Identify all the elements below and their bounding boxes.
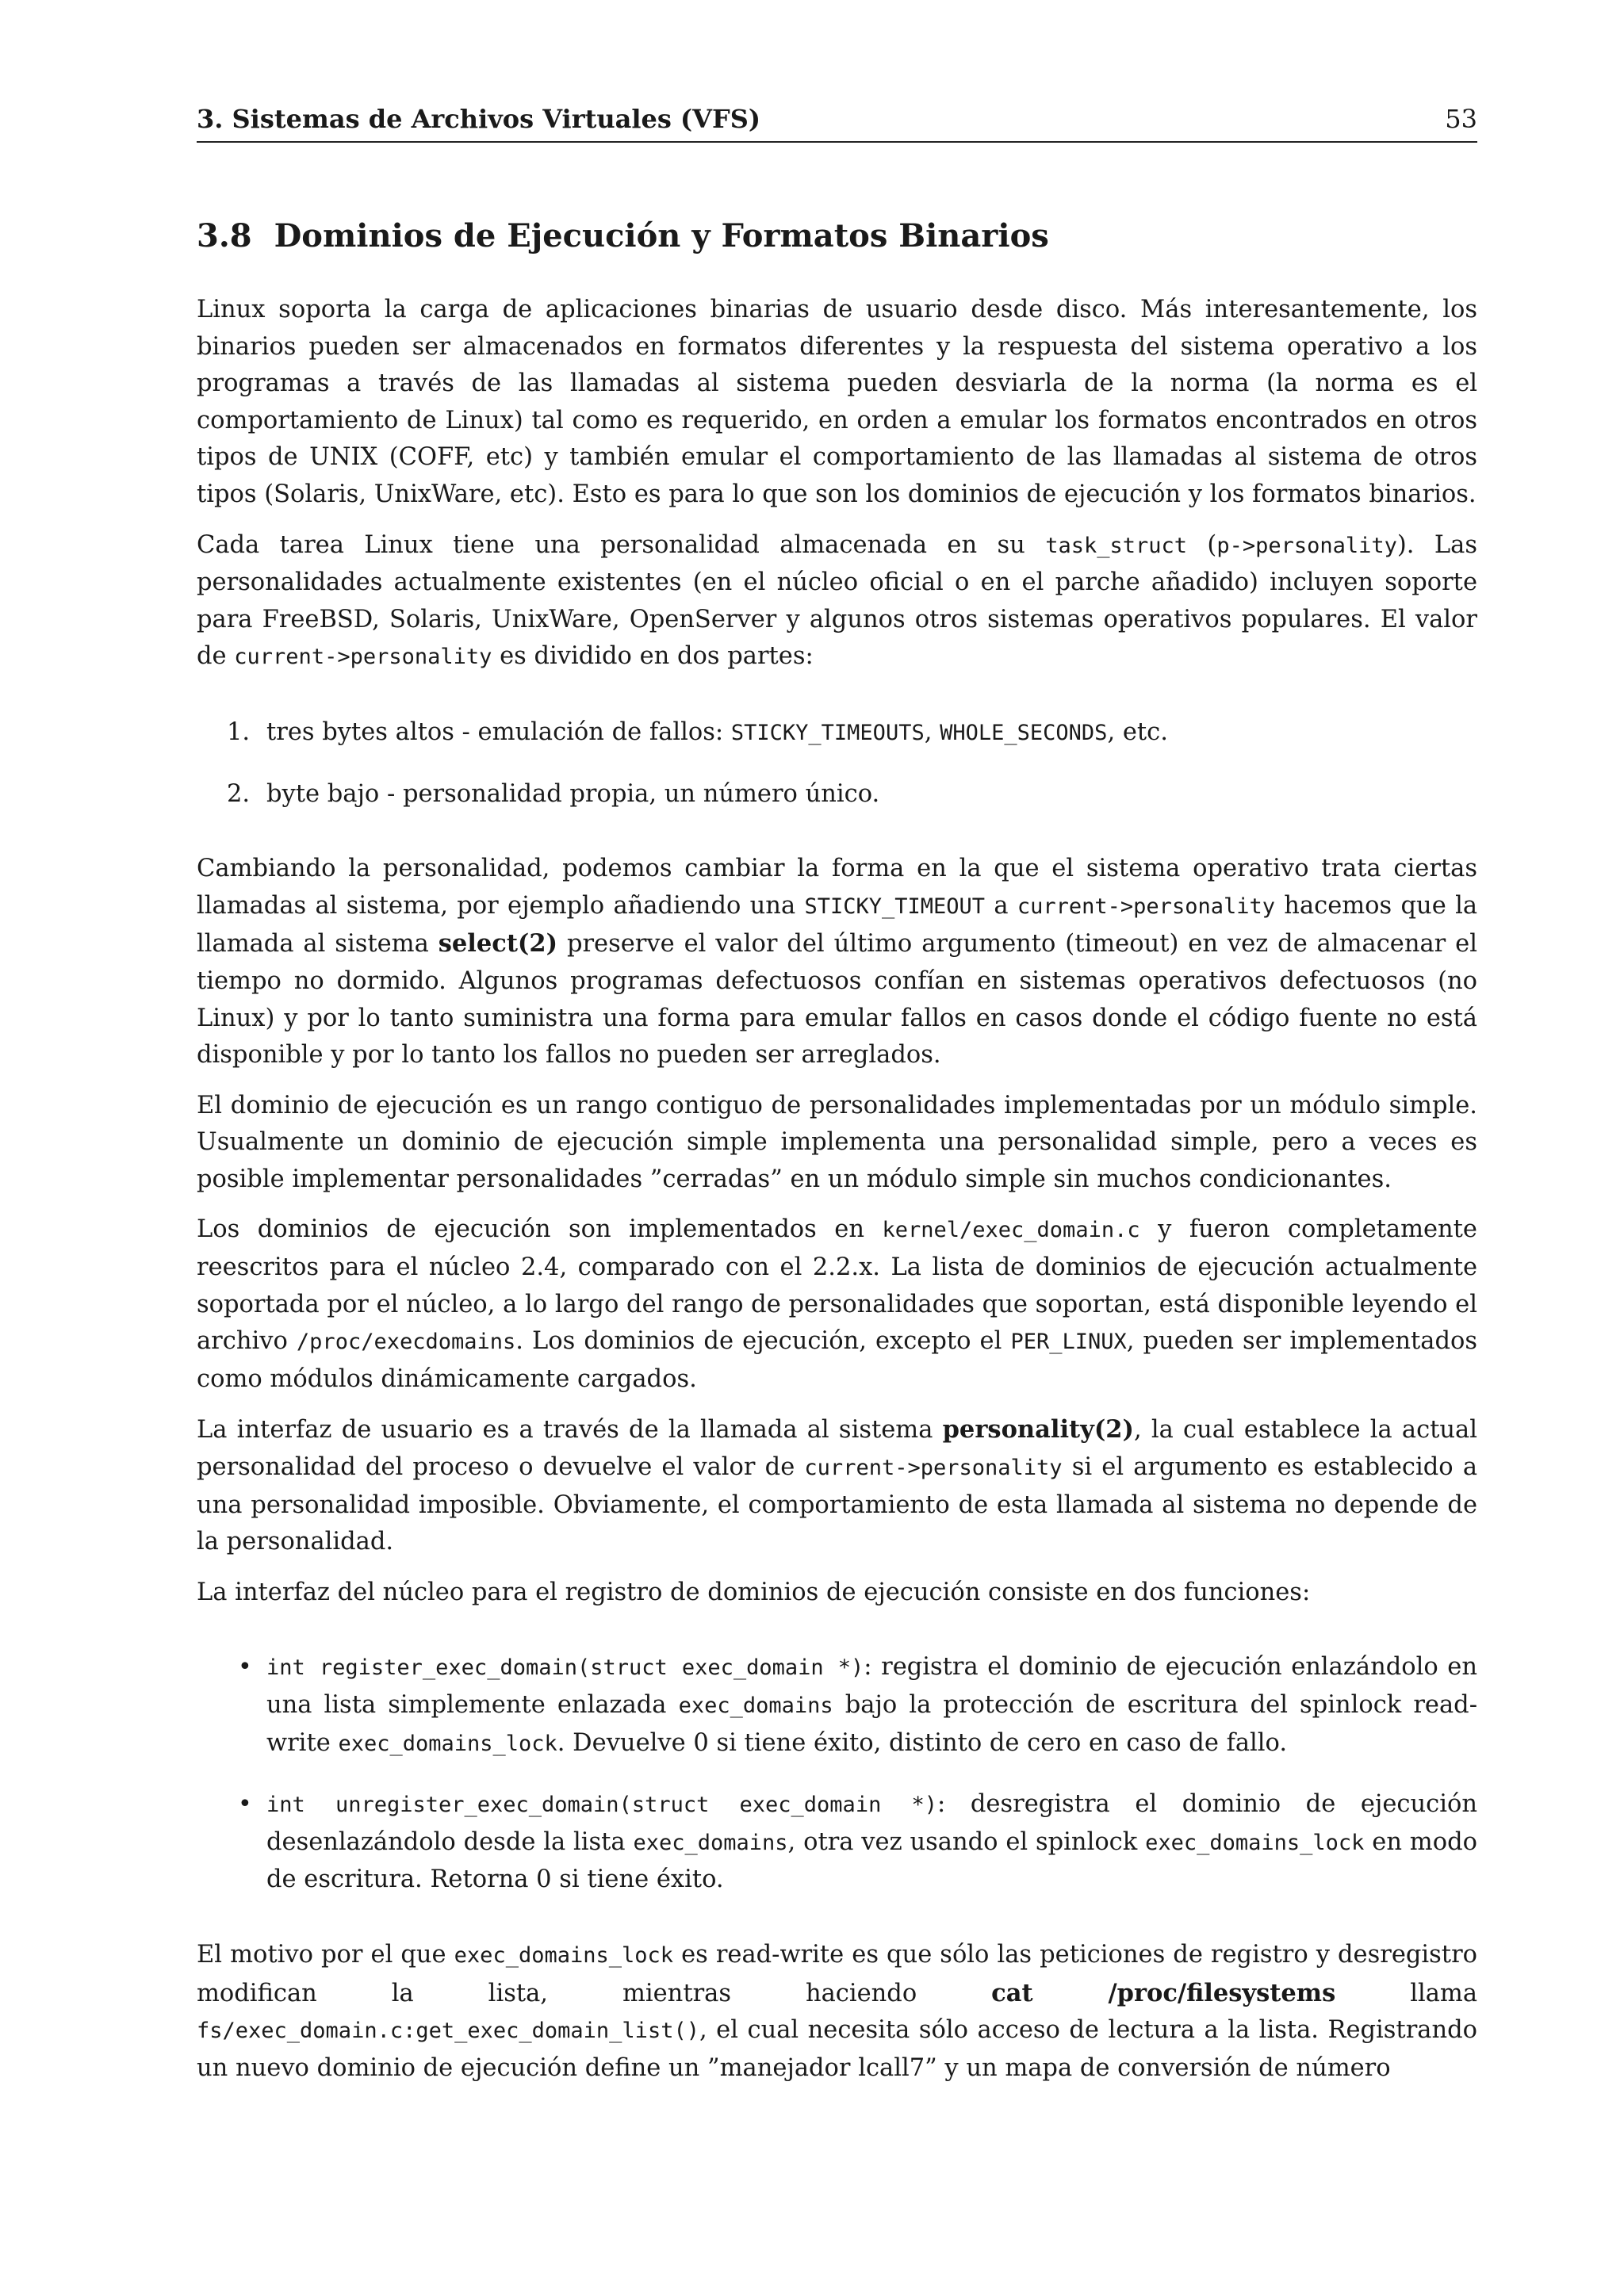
code: exec_domains bbox=[678, 1693, 833, 1718]
text: si el argumento es establecido a una personalidad imposible. Obviamente, el comportamiento de esta llamada al sistema no depende de la personalidad. bbox=[197, 1453, 1477, 1556]
body-text bbox=[197, 292, 1477, 2100]
code: /proc/execdomains bbox=[296, 1330, 516, 1355]
page-number: 53 bbox=[1445, 104, 1477, 134]
code: kernel/exec_domain.c bbox=[882, 1218, 1140, 1243]
text: , bbox=[924, 718, 940, 746]
text: y fueron completamente reescritos para el núcleo 2.4, comparado con el 2.2.x. La lista de dominios de ejecución actualmente soportada por el núcleo, a lo largo del rango de personalidades que soportan, está disponible leyendo el archivo bbox=[197, 1215, 1477, 1356]
paragraph-1: Linux soporta la carga de aplicaciones binarias de usuario desde disco. Más interesantemente, los binarios pueden ser almacenados en formatos diferentes y la respuesta del sistema operativo a los programas a través de las llamadas al sistema pueden desviarla de la norma (la norma es el comportamiento de Linux) tal como es requerido, en orden a emular los formatos encontrados en otros tipos de UNIX (COFF, etc) y también emular el comportamiento de las llamadas al sistema de otros tipos (Solaris, UnixWare, etc). Esto es para lo que son los dominios de ejecución y los formatos binarios. bbox=[197, 296, 1477, 508]
section-heading bbox=[197, 214, 1049, 258]
text: ). Las personalidades actualmente existentes (en el núcleo oficial o en el parche añadido) incluyen soporte para FreeBSD, Solaris, UnixWare, OpenServer y algunos otros sistemas operativos populares. El valor de bbox=[197, 530, 1477, 671]
paragraph-5 bbox=[197, 1211, 1477, 1398]
text: , el cual necesita sólo acceso de lectura a la lista. Registrando un nuevo dominio de ejecución define un ”manejador lcall7” y un mapa de conversión de número bbox=[197, 2016, 1477, 2082]
bold-term: cat /proc/filesystems bbox=[991, 1978, 1336, 2007]
code: int register_exec_domain(struct exec_domain *) bbox=[266, 1655, 864, 1681]
code: fs/exec_domain.c:get_exec_domain_list() bbox=[197, 2019, 699, 2044]
text: Cada tarea Linux tiene una personalidad almacenada en su bbox=[197, 530, 1046, 559]
paragraph-8 bbox=[197, 1937, 1477, 2087]
text: bajo la protección de escritura del spinlock read-write bbox=[266, 1691, 1477, 1757]
running-header bbox=[197, 103, 1477, 143]
paragraph-4: El dominio de ejecución es un rango contiguo de personalidades implementadas por un módulo simple. Usualmente un dominio de ejecución simple implementa una personalidad simple, pero a veces es posible implementar personalidades ”cerradas” en un módulo simple sin muchos condicionantes. bbox=[197, 1091, 1477, 1193]
text: . Devuelve 0 si tiene éxito, distinto de cero en caso de fallo. bbox=[557, 1728, 1288, 1757]
text: es dividido en dos partes: bbox=[492, 642, 814, 671]
code: int unregister_exec_domain(struct exec_domain *) bbox=[266, 1793, 938, 1818]
code: exec_domains bbox=[633, 1830, 788, 1855]
text: La interfaz de usuario es a través de la llamada al sistema bbox=[197, 1416, 943, 1445]
code: PER_LINUX bbox=[1010, 1330, 1127, 1355]
text: El motivo por el que bbox=[197, 1940, 454, 1969]
code: exec_domains_lock bbox=[1145, 1830, 1365, 1855]
text: byte bajo - personalidad propia, un número único. bbox=[266, 779, 880, 808]
code: WHOLE_SECONDS bbox=[940, 720, 1108, 745]
text: es read-write es que sólo las peticiones de registro y desregistro modifican la lista, mientras haciendo bbox=[197, 1940, 1478, 2007]
section-title: Dominios de Ejecución y Formatos Binarios bbox=[274, 217, 1049, 254]
paragraph-3 bbox=[197, 851, 1477, 1074]
code: STICKY_TIMEOUT bbox=[804, 894, 986, 919]
text: . Los dominios de ejecución, excepto el bbox=[515, 1327, 1011, 1356]
numbered-list bbox=[197, 714, 1477, 813]
code: exec_domains_lock bbox=[454, 1942, 674, 1968]
paragraph-7: La interfaz del núcleo para el registro de dominios de ejecución consiste en dos funciones: bbox=[197, 1578, 1311, 1606]
text: , etc. bbox=[1107, 718, 1168, 746]
text: ( bbox=[1187, 530, 1217, 559]
code: task_struct bbox=[1045, 533, 1188, 558]
code: p->personality bbox=[1216, 533, 1397, 558]
list-item bbox=[197, 1649, 1477, 1762]
text: llama bbox=[1335, 1979, 1478, 2007]
code: exec_domains_lock bbox=[338, 1731, 557, 1756]
code: STICKY_TIMEOUTS bbox=[730, 720, 925, 745]
text: hacemos que la llamada al sistema bbox=[197, 891, 1478, 959]
bold-term: select(2) bbox=[438, 929, 558, 959]
bullet-marker: • bbox=[238, 1653, 252, 1682]
paragraph-6 bbox=[197, 1411, 1477, 1560]
code: current->personality bbox=[1017, 894, 1275, 919]
code: current->personality bbox=[234, 645, 492, 670]
text: en modo de escritura. Retorna 0 si tiene éxito. bbox=[266, 1827, 1477, 1894]
text: Los dominios de ejecución son implementados en bbox=[197, 1215, 883, 1244]
paragraph-2 bbox=[197, 527, 1477, 676]
chapter-title: 3. Sistemas de Archivos Virtuales (VFS) bbox=[197, 104, 760, 134]
list-item bbox=[197, 714, 1477, 752]
code: current->personality bbox=[804, 1456, 1063, 1481]
text: Cambiando la personalidad, podemos cambiar la forma en la que el sistema operativo trata ciertas llamadas al sistema, por ejemplo añadiendo una bbox=[197, 855, 1477, 920]
text: , la cual establece la actual personalidad del proceso o devuelve el valor de bbox=[197, 1416, 1477, 1482]
list-marker: 2. bbox=[227, 779, 251, 808]
list-item bbox=[197, 776, 1477, 813]
bullet-list bbox=[197, 1649, 1477, 1899]
bold-term: personality(2) bbox=[942, 1415, 1134, 1445]
list-marker: 1. bbox=[227, 718, 251, 746]
bullet-marker: • bbox=[238, 1790, 252, 1819]
text: , pueden ser implementados como módulos dinámicamente cargados. bbox=[197, 1327, 1477, 1393]
text: preserve el valor del último argumento (timeout) en vez de almacenar el tiempo no dormido. Algunos programas defectuosos confían en sistemas operativos defectuosos (no Linux) y por lo tanto suministra una forma para emular fallos en casos donde el código fuente no está disponible y por lo tanto los fallos no pueden ser arreglados. bbox=[197, 930, 1477, 1070]
text: a bbox=[985, 891, 1017, 920]
text: : registra el dominio de ejecución enlazándolo en una lista simplemente enlazada bbox=[266, 1653, 1477, 1719]
text: : desregistra el dominio de ejecución desenlazándolo desde la lista bbox=[266, 1790, 1477, 1856]
list-item bbox=[197, 1786, 1477, 1899]
text: tres bytes altos - emulación de fallos: bbox=[266, 718, 731, 746]
section-number: 3.8 bbox=[197, 217, 252, 254]
text: , otra vez usando el spinlock bbox=[787, 1827, 1146, 1856]
